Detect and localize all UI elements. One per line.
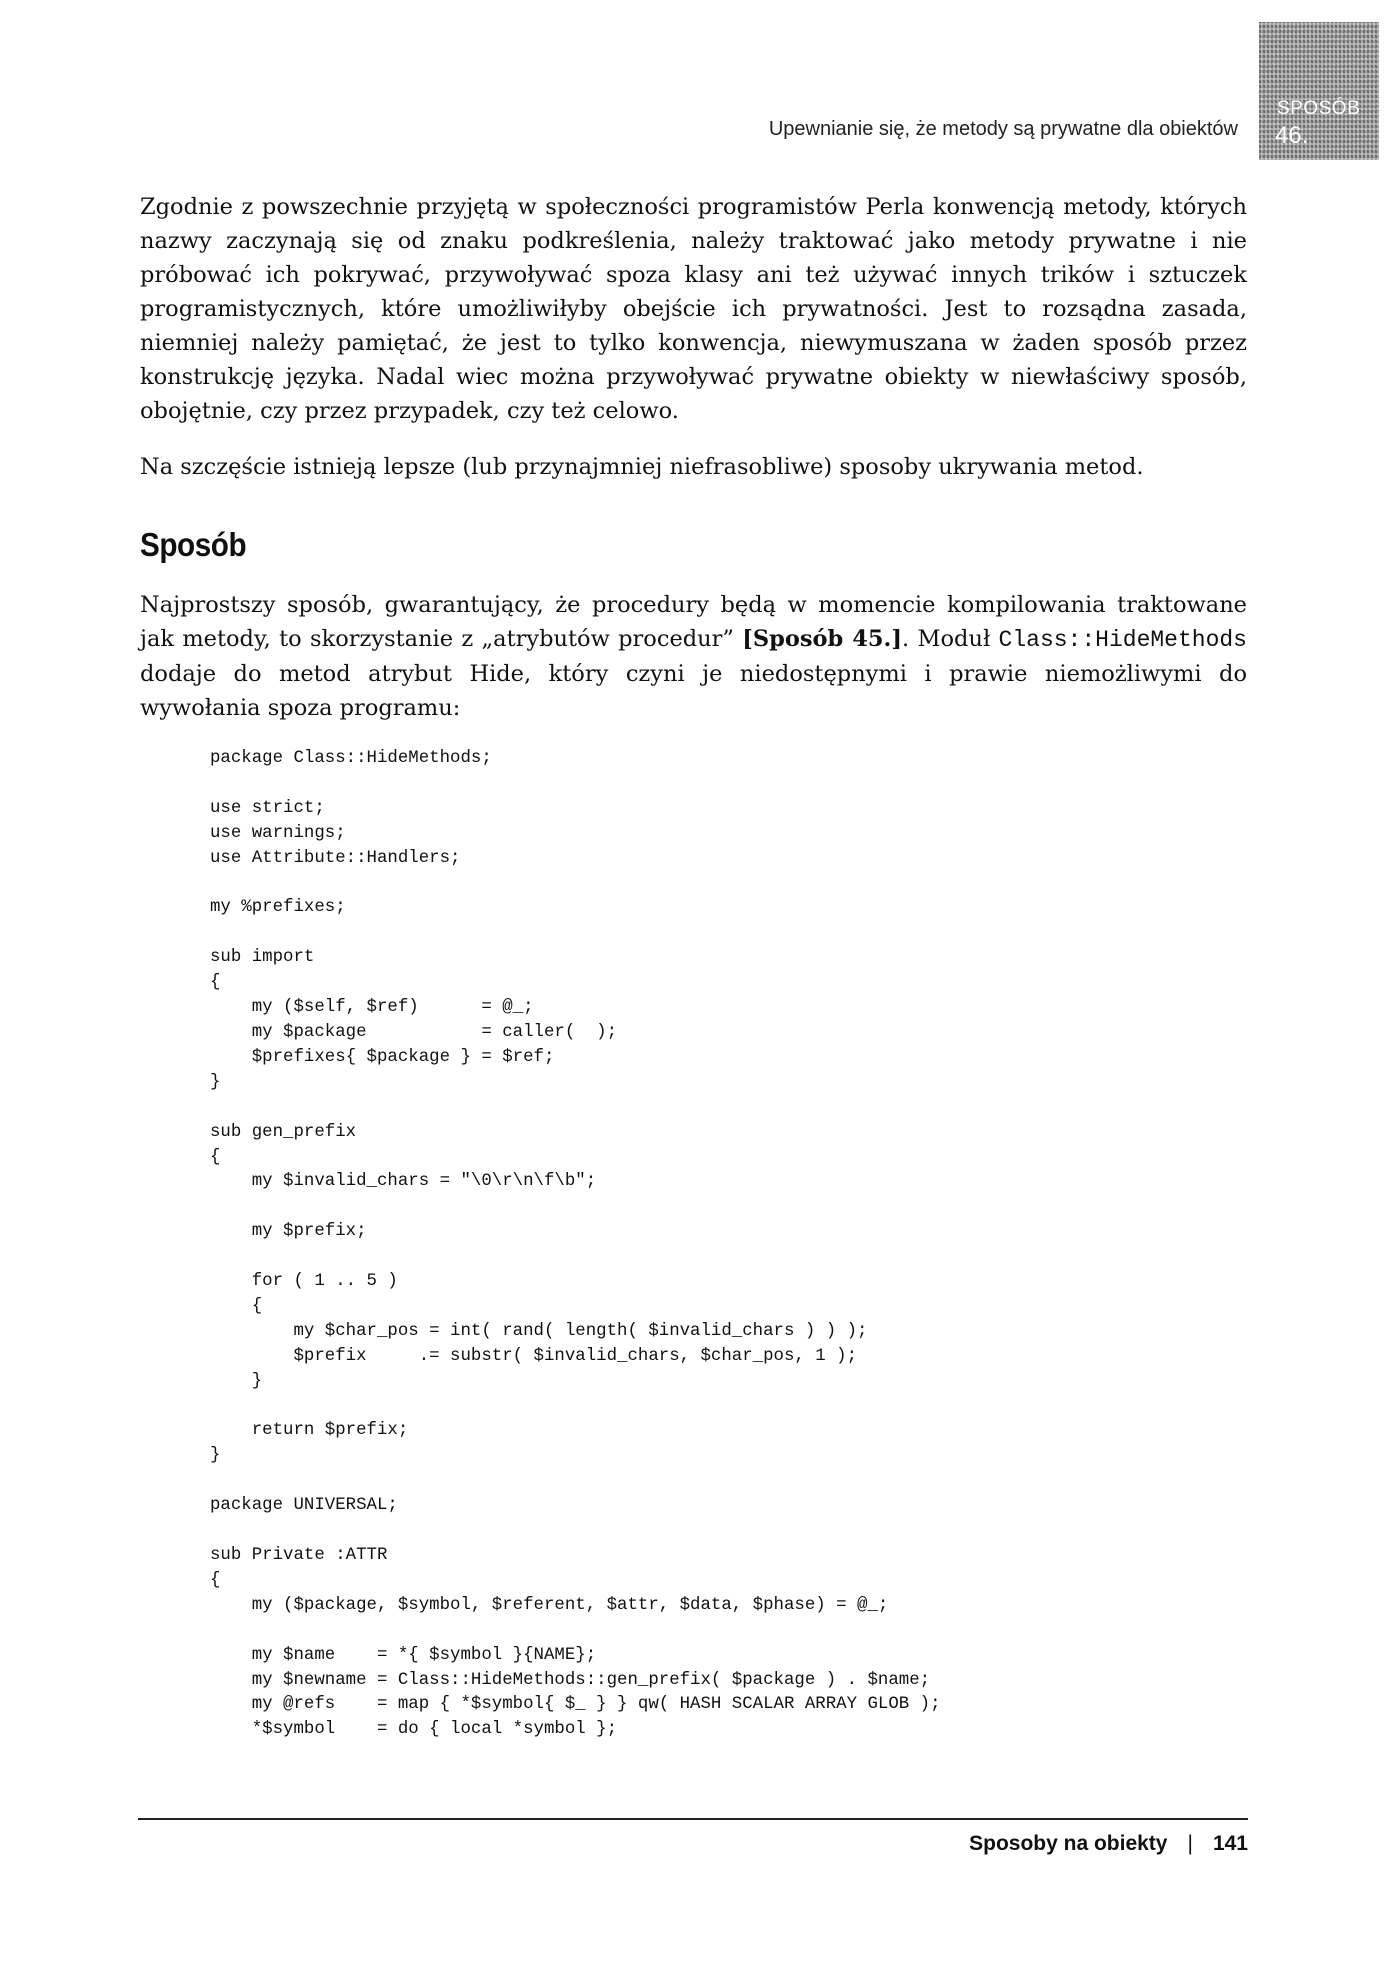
footer-section-title: Sposoby na obiekty <box>969 1832 1168 1855</box>
page-number: 141 <box>1212 1832 1248 1855</box>
footer-rule <box>138 1818 1248 1820</box>
hack-badge <box>1259 22 1379 160</box>
code-listing: package Class::HideMethods; use strict; use warnings; use Attribute::Handlers; my %prefixes; sub import { my ($self, $ref) = @_; my $package = caller( ); $prefixes{ $package } = $ref; } sub gen_prefix { my $invalid_chars = "\0\r\n\f\b"; my $prefix; for ( 1 .. 5 ) { my $char_pos = int( rand( length( $invalid_chars ) ) ); $prefix .= substr( $invalid_chars, $char_pos, 1 ); } return $prefix; } package UNIVERSAL; sub Private :ATTR { my ($package, $symbol, $referent, $attr, $data, $phase) = @_; my $name = *{ $symbol }{NAME}; my $newname = Class::HideMethods::gen_prefix( $package ) . $name; my @refs = map { *$symbol{ $_ } } qw( HASH SCALAR ARRAY GLOB ); *$symbol = do { local *symbol }; <box>210 749 941 1740</box>
intro-paragraph-1: Zgodnie z powszechnie przyjętą w społeczności programistów Perla konwencją metody, których nazwy zaczynają się od znaku podkreślenia, należy traktować jako metody prywatne i nie próbować ich pokrywać, przywoływać spoza klasy ani też używać innych trików i sztuczek programistycznych, które umożliwiłyby obejście ich prywatności. Jest to rozsądna zasada, niemniej należy pamiętać, że jest to tylko konwencja, niewymuszana w żaden sposób przez konstrukcję języka. Nadal wiec można przywoływać prywatne obiekty w niewłaściwy sposób, obojętnie, czy przez przypadek, czy też celowo. <box>140 194 1247 424</box>
page-footer <box>969 1832 1248 1856</box>
section-heading: Sposób <box>140 526 247 563</box>
page-body <box>140 190 1247 1743</box>
cross-reference: [Sposób 45.] <box>742 626 903 652</box>
footer-separator: | <box>1187 1832 1193 1855</box>
badge-label: SPOSÓB <box>1277 98 1361 119</box>
running-title: Upewnianie się, że metody są prywatne dla obiektów <box>768 118 1238 140</box>
section-text-before-ref: Najprostszy sposób, gwarantujący, że procedury będą w momencie kompilowania traktowane jak metody, to skorzystanie z „atrybutów procedur” <box>140 592 1247 652</box>
module-name: Class::HideMethods <box>998 627 1247 653</box>
intro-paragraph-2: Na szczęście istnieją lepsze (lub przynajmniej niefrasobliwe) sposoby ukrywania metod. <box>140 454 1144 480</box>
section-text-end: dodaje do metod atrybut Hide, który czyni je niedostępnymi i prawie niemożliwymi do wywołania spoza programu: <box>140 661 1247 721</box>
section-text-after-ref: . Moduł <box>902 626 999 652</box>
section-paragraph <box>140 588 1247 725</box>
badge-number: 46. <box>1275 122 1309 149</box>
